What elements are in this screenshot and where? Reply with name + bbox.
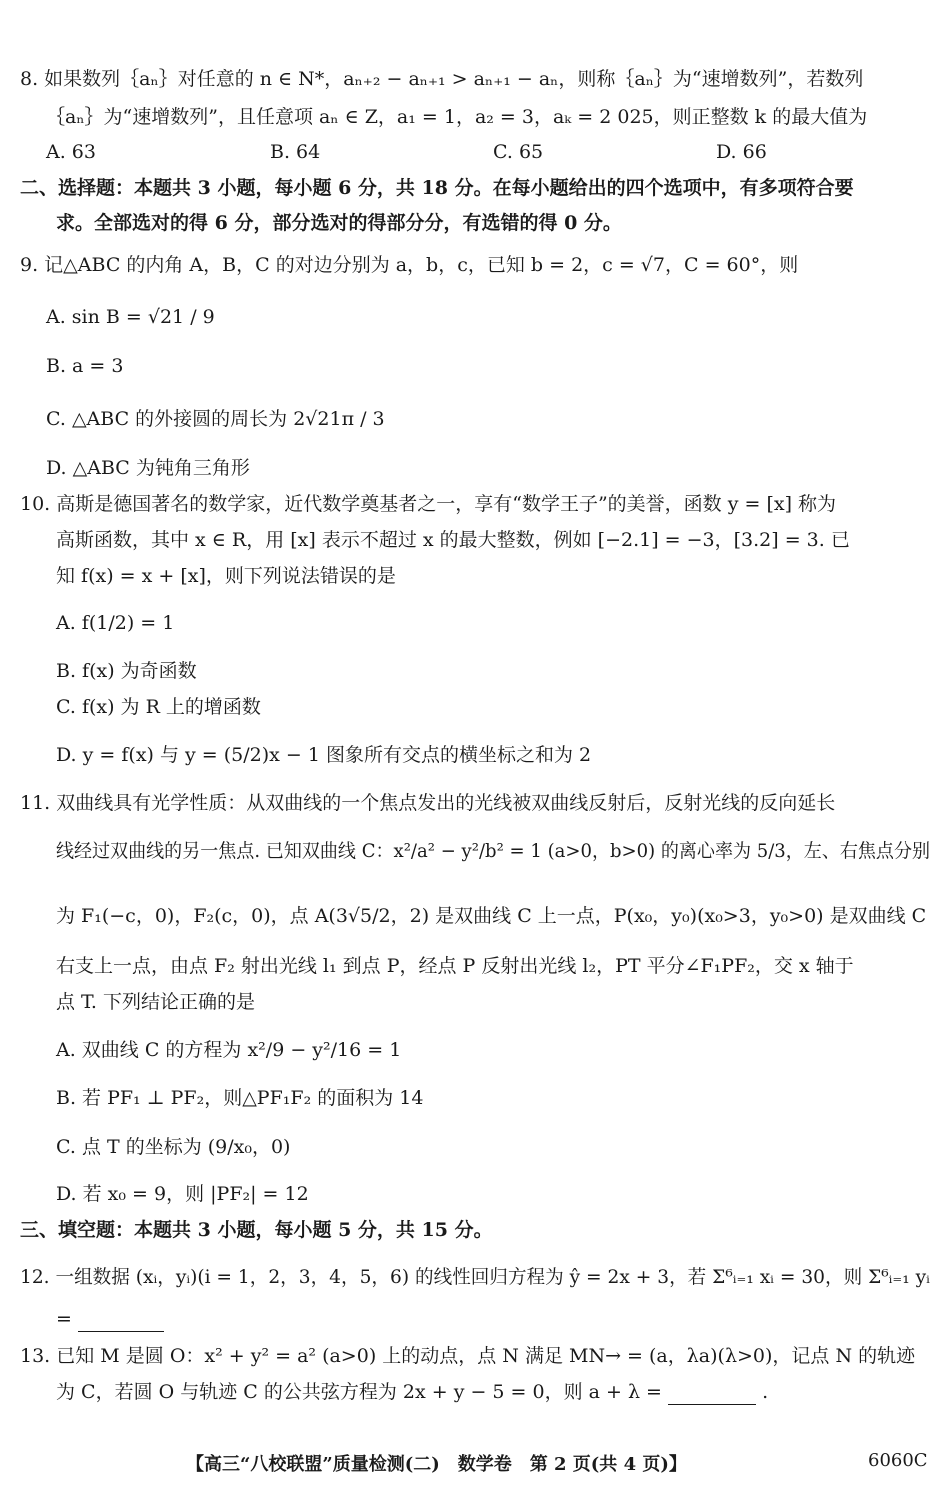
q10-option-a: A. f(1/2) = 1 xyxy=(56,612,175,634)
q8-line-1: 8. 如果数列｛aₙ｝对任意的 n ∈ N*，aₙ₊₂ − aₙ₊₁ > aₙ₊₁ − aₙ，则称｛aₙ｝为“速增数列”，若数列 xyxy=(20,68,864,90)
q11-option-c: C. 点 T 的坐标为 (9/x₀，0) xyxy=(56,1136,291,1158)
q10-line-1: 10. 高斯是德国著名的数学家，近代数学奠基者之一，享有“数学王子”的美誉，函数 y = [x] 称为 xyxy=(20,493,837,515)
q10-line-3: 知 f(x) = x + [x]，则下列说法错误的是 xyxy=(56,565,396,587)
q12-equals: = xyxy=(56,1308,72,1330)
q11-line-5: 点 T. 下列结论正确的是 xyxy=(56,991,255,1013)
q10-line-2: 高斯函数，其中 x ∈ R，用 [x] 表示不超过 x 的最大整数，例如 [−2.1] = −3，[3.2] = 3. 已 xyxy=(56,529,850,551)
q8-option-b: B. 64 xyxy=(270,141,321,163)
section2-heading-line-2: 求。全部选对的得 6 分，部分选对的得部分分，有选错的得 0 分。 xyxy=(56,212,622,234)
q11-line-1: 11. 双曲线具有光学性质：从双曲线的一个焦点发出的光线被双曲线反射后，反射光线的反向延长 xyxy=(20,792,836,814)
q13-answer-blank xyxy=(668,1384,756,1405)
q12-answer-blank xyxy=(78,1311,164,1332)
q9-option-a: A. sin B = √21 / 9 xyxy=(46,306,215,328)
section3-heading: 三、填空题：本题共 3 小题，每小题 5 分，共 15 分。 xyxy=(20,1219,493,1241)
q11-option-b: B. 若 PF₁ ⊥ PF₂，则△PF₁F₂ 的面积为 14 xyxy=(56,1087,424,1109)
q12-line-2 xyxy=(56,1306,164,1332)
q13-line-2 xyxy=(56,1379,768,1405)
q13-period: . xyxy=(762,1381,769,1403)
q11-option-d: D. 若 x₀ = 9，则 |PF₂| = 12 xyxy=(56,1183,309,1205)
q10-option-b: B. f(x) 为奇函数 xyxy=(56,660,197,682)
q9-option-b: B. a = 3 xyxy=(46,355,124,377)
q8-line-2: ｛aₙ｝为“速增数列”，且任意项 aₙ ∈ Z，a₁ = 1，a₂ = 3，aₖ = 2 025，则正整数 k 的最大值为 xyxy=(46,106,868,128)
q11-line-4: 右支上一点，由点 F₂ 射出光线 l₁ 到点 P，经点 P 反射出光线 l₂，PT 平分∠F₁PF₂，交 x 轴于 xyxy=(56,955,854,977)
section2-heading-line-1: 二、选择题：本题共 3 小题，每小题 6 分，共 18 分。在每小题给出的四个选项中，有多项符合要 xyxy=(20,177,854,199)
footer-title: 【高三“八校联盟”质量检测(二) 数学卷 第 2 页(共 4 页)】 xyxy=(186,1454,687,1475)
q12-line-1: 12. 一组数据 (xᵢ，yᵢ)(i = 1，2，3，4，5，6) 的线性回归方程为 ŷ = 2x + 3，若 Σ⁶ᵢ₌₁ xᵢ = 30，则 Σ⁶ᵢ₌₁ yᵢ xyxy=(20,1266,930,1288)
q11-line-2: 线经过双曲线的另一焦点. 已知双曲线 C：x²/a² − y²/b² = 1 (a>0，b>0) 的离心率为 5/3，左、右焦点分别 xyxy=(56,840,931,862)
q9-option-c: C. △ABC 的外接圆的周长为 2√21π / 3 xyxy=(46,408,385,430)
q13-line-1: 13. 已知 M 是圆 O：x² + y² = a² (a>0) 上的动点，点 N 满足 MN→ = (a，λa)(λ>0)，记点 N 的轨迹 xyxy=(20,1345,916,1367)
q8-option-d: D. 66 xyxy=(716,141,767,163)
q9-stem: 9. 记△ABC 的内角 A，B，C 的对边分别为 a，b，c，已知 b = 2，c = √7，C = 60°，则 xyxy=(20,254,799,276)
q13-line-2-text: 为 C，若圆 O 与轨迹 C 的公共弦方程为 2x + y − 5 = 0，则 a + λ = xyxy=(56,1381,662,1403)
q8-option-c: C. 65 xyxy=(493,141,544,163)
q9-option-d: D. △ABC 为钝角三角形 xyxy=(46,457,250,479)
q8-option-a: A. 63 xyxy=(46,141,96,163)
q11-line-3: 为 F₁(−c，0)，F₂(c，0)，点 A(3√5/2，2) 是双曲线 C 上一点，P(x₀，y₀)(x₀>3，y₀>0) 是双曲线 C xyxy=(56,905,927,927)
footer-code: 6060C xyxy=(868,1450,928,1471)
q11-option-a: A. 双曲线 C 的方程为 x²/9 − y²/16 = 1 xyxy=(56,1039,402,1061)
q10-option-c: C. f(x) 为 R 上的增函数 xyxy=(56,696,261,718)
q10-option-d: D. y = f(x) 与 y = (5/2)x − 1 图象所有交点的横坐标之和为 2 xyxy=(56,744,592,766)
